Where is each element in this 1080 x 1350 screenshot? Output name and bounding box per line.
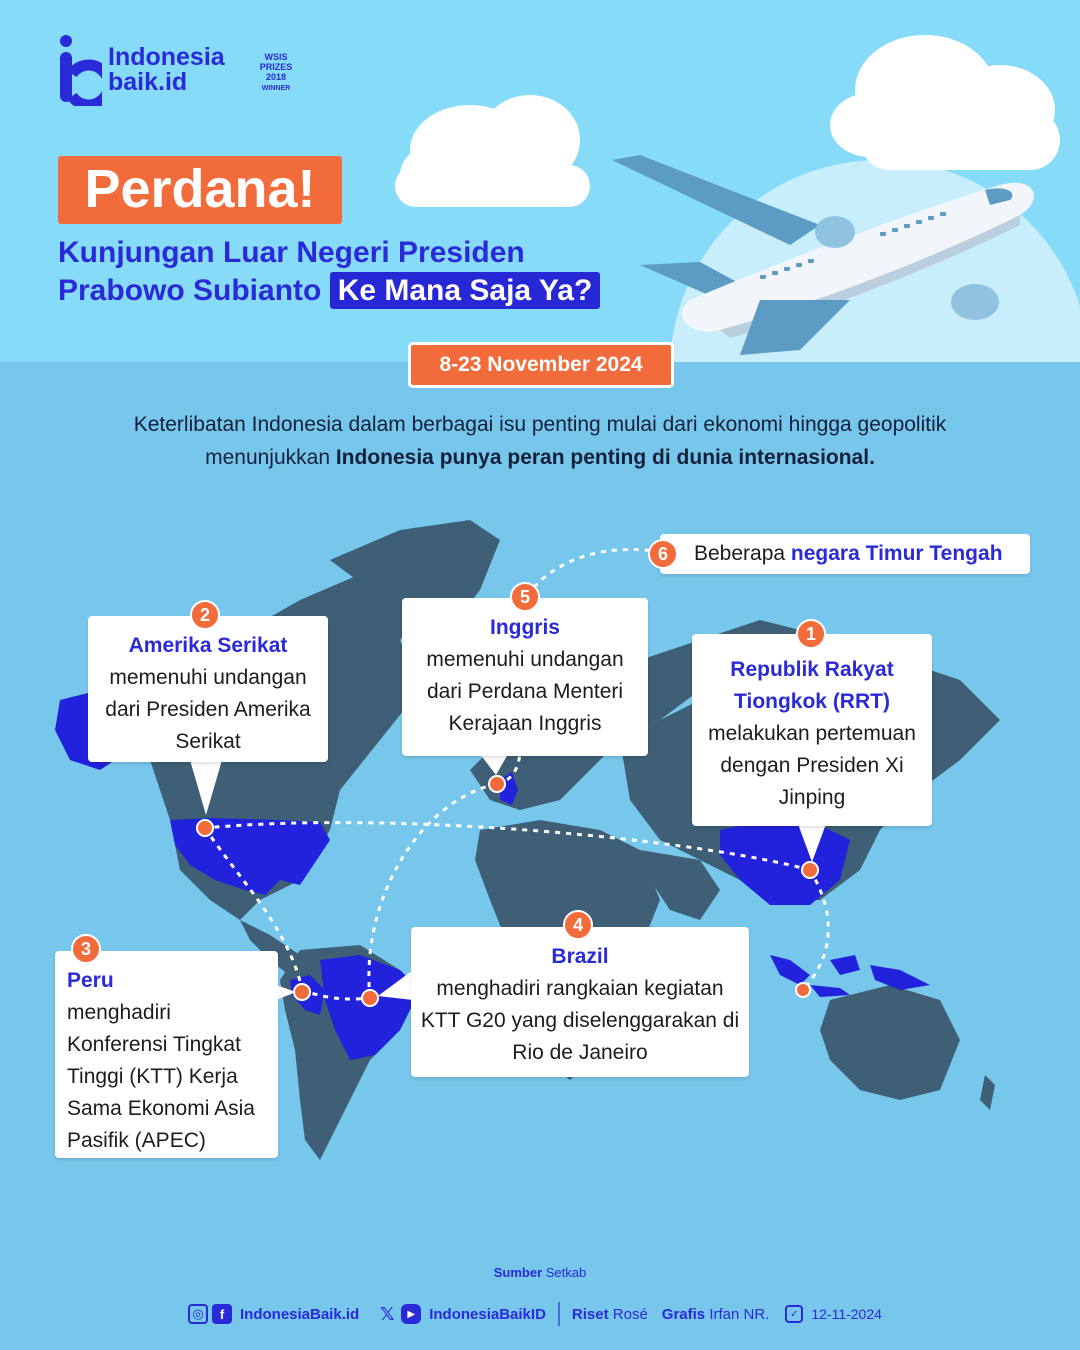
stop-number-4: 4	[563, 910, 593, 940]
subtitle-name: Prabowo Subianto	[58, 274, 322, 307]
cloud-left	[395, 95, 590, 207]
source-credit	[0, 1265, 1080, 1280]
award-line4: WINNER	[261, 85, 291, 92]
facebook-icon[interactable]: f	[212, 1304, 232, 1324]
instagram-icon[interactable]: ◎	[188, 1304, 208, 1324]
stop-number-3: 3	[71, 934, 101, 964]
callout-title: Inggris	[489, 616, 560, 639]
cloud-right	[830, 35, 1060, 170]
logo-line1: Indonesia	[108, 43, 225, 71]
headline-subtitle	[58, 234, 600, 310]
logo-mark-icon	[56, 34, 102, 106]
callout-tiongkok	[692, 634, 932, 826]
intro-bold: Indonesia punya peran penting di dunia internasional.	[335, 446, 875, 469]
subtitle-line2	[58, 272, 600, 310]
award-line2: PRIZES	[259, 62, 293, 72]
stop-number-1: 1	[796, 619, 826, 649]
graphic-label: Grafis	[661, 1305, 706, 1323]
subtitle-highlight: Ke Mana Saja Ya?	[330, 272, 601, 309]
callout-desc: memenuhi undangan dari Perdana Menteri Kerajaan Inggris	[426, 648, 624, 735]
callout-desc: memenuhi undangan dari Presiden Amerika Serikat	[105, 666, 311, 753]
graphic-value: Irfan NR.	[709, 1305, 770, 1323]
intro-text	[80, 408, 1000, 474]
wsis-award-badge	[245, 52, 307, 116]
callout-title: Amerika Serikat	[128, 634, 288, 657]
calendar-icon: ✓	[785, 1305, 803, 1323]
callout-title: Republik Rakyat Tiongkok (RRT)	[730, 658, 894, 713]
source-label: Sumber	[493, 1265, 543, 1280]
research-label: Riset	[571, 1305, 609, 1323]
social-handle-2[interactable]: IndonesiaBaikID	[429, 1305, 546, 1323]
callout-title: Peru	[67, 969, 114, 992]
callout-inggris	[402, 598, 648, 756]
x-icon[interactable]: 𝕏	[379, 1303, 395, 1324]
callout-desc: melakukan pertemuan dengan Presiden Xi Jinping	[708, 722, 916, 809]
source-value: Setkab	[545, 1265, 587, 1280]
indonesiabaik-logo	[56, 34, 225, 106]
callout-title: Brazil	[551, 945, 609, 968]
callout-desc: menghadiri Konferensi Tingkat Tinggi (KTT) Kerja Sama Ekonomi Asia Pasifik (APEC)	[67, 1001, 255, 1152]
headline-badge: Perdana!	[58, 156, 342, 224]
research-value: Rosé	[612, 1305, 648, 1323]
callout-desc: menghadiri rangkaian kegiatan KTT G20 yang diselenggarakan di Rio de Janeiro	[420, 977, 740, 1064]
callout-prefix: Beberapa	[694, 542, 791, 565]
intro-regular: Keterlibatan Indonesia dalam berbagai isu penting mulai dari ekonomi hingga geopolitik menunjukkan	[133, 413, 947, 469]
date-badge: 8-23 November 2024	[408, 342, 674, 388]
callout-brazil	[411, 927, 749, 1077]
stop-number-2: 2	[190, 600, 220, 630]
social-handle-1[interactable]: IndonesiaBaik.id	[240, 1305, 360, 1323]
subtitle-line1: Kunjungan Luar Negeri Presiden	[58, 236, 525, 269]
callout-timur-tengah	[660, 534, 1030, 574]
footer-divider	[558, 1302, 560, 1326]
footer-date: 12-11-2024	[811, 1306, 882, 1322]
footer-bar	[188, 1300, 882, 1328]
award-line1: WSIS	[264, 52, 288, 62]
stop-number-5: 5	[510, 582, 540, 612]
callout-peru	[55, 951, 278, 1158]
logo-line2: baik.id	[108, 68, 188, 96]
stop-number-6: 6	[648, 539, 678, 569]
callout-title: negara Timur Tengah	[790, 542, 1003, 565]
callout-amerika-serikat	[88, 616, 328, 762]
award-line3: 2018	[265, 72, 287, 82]
youtube-icon[interactable]: ▶	[401, 1304, 421, 1324]
logo-text	[108, 45, 225, 95]
